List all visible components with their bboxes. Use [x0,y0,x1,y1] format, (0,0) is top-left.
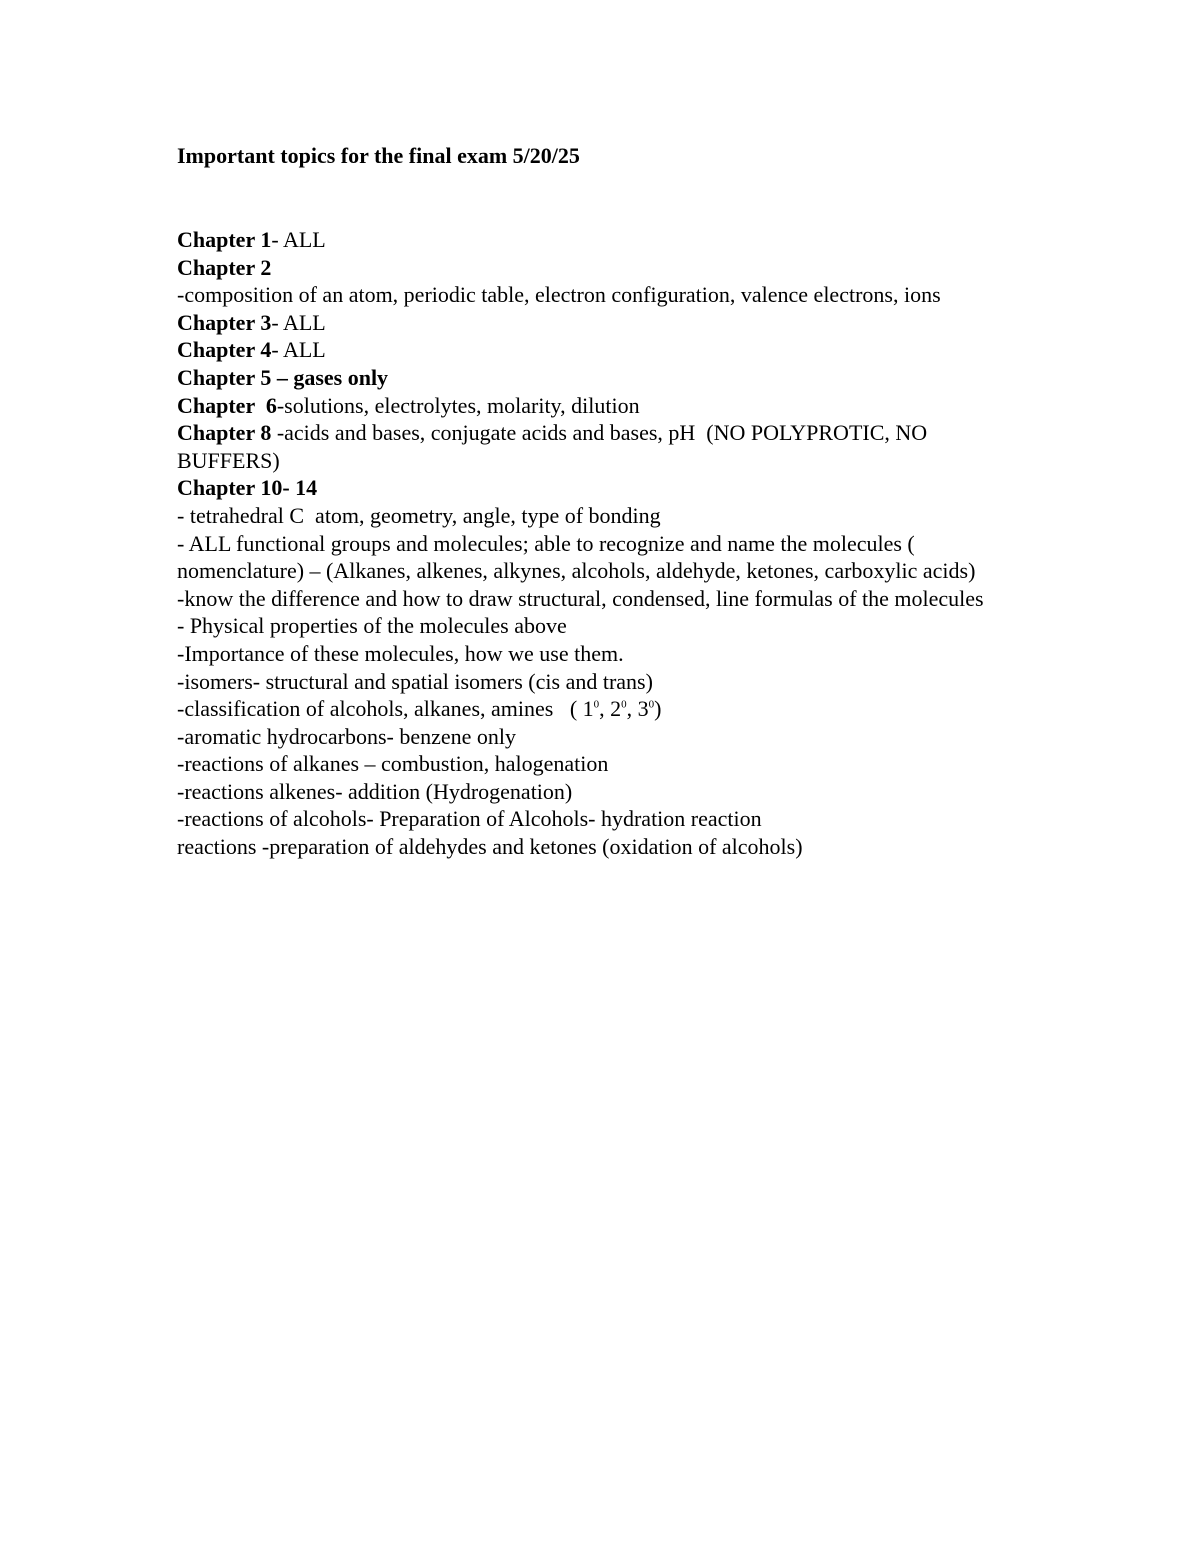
topic-item: reactions -preparation of aldehydes and ketones (oxidation of alcohols) [177,834,803,860]
chapter-5-line [177,364,1037,392]
chapter-8-text: -acids and bases, conjugate acids and bases, pH (NO POLYPROTIC, NO BUFFERS) [177,420,933,473]
classification-prefix: -classification of alcohols, alkanes, amines ( 1 [177,696,594,722]
document-title: Important topics for the final exam 5/20/25 [177,143,580,168]
chapter-10-14-label: Chapter 10- 14 [177,475,318,501]
classification-suffix: ) [654,696,662,722]
topic-item: -isomers- structural and spatial isomers (cis and trans) [177,668,653,694]
chapter-1-label: Chapter 1 [177,227,272,252]
chapter-8-line [177,419,997,474]
classification-line [177,695,1037,723]
topic-item: -aromatic hydrocarbons- benzene only [177,723,517,749]
chapter-3-line [177,309,1037,337]
topic-item: -reactions of alkanes – combustion, halogenation [177,751,609,777]
degree-marker: 0 [621,698,627,711]
topic-item: -Importance of these molecules, how we use them. [177,640,624,666]
topic-item: -reactions alkenes- addition (Hydrogenation) [177,778,573,804]
chapter-1-text: - ALL [271,227,326,252]
chapter-4-text: - ALL [271,337,326,363]
chapter-6-line [177,392,1037,420]
chapter-5-label: Chapter 5 – gases only [177,364,389,390]
chapter-4-line [177,336,1037,364]
chapter-2-label: Chapter 2 [177,254,272,280]
chapter-3-text: - ALL [271,309,326,335]
topic-item: - Physical properties of the molecules above [177,613,567,639]
degree-marker: 0 [593,698,600,711]
chapter-6-text: -solutions, electrolytes, molarity, dilution [276,392,640,418]
document-content [177,141,1037,861]
classification-mid: , 2 [599,696,622,722]
chapter-1-line [177,226,1037,254]
degree-marker: 0 [648,698,655,711]
chapter-8-label: Chapter 8 [177,420,272,446]
chapter-6-label: Chapter 6 [177,392,277,418]
classification-mid: , 3 [626,696,649,722]
chapter-2-line [177,254,1037,282]
topic-item: -know the difference and how to draw structural, condensed, line formulas of the molecules [177,585,984,611]
topic-item: -reactions of alcohols- Preparation of Alcohols- hydration reaction [177,806,762,832]
chapter-3-label: Chapter 3 [177,309,272,335]
topic-item: - tetrahedral C atom, geometry, angle, type of bonding [177,502,661,528]
chapter-4-label: Chapter 4 [177,337,272,363]
chapter-2-detail: -composition of an atom, periodic table, electron configuration, valence electrons, ions [177,282,941,308]
chapter-10-14-line [177,474,1037,502]
topic-item: - ALL functional groups and molecules; able to recognize and name the molecules ( nomenclature) – (Alkanes, alkenes, alkynes, alcohols, aldehyde, ketones, carboxylic acids) [177,530,976,584]
